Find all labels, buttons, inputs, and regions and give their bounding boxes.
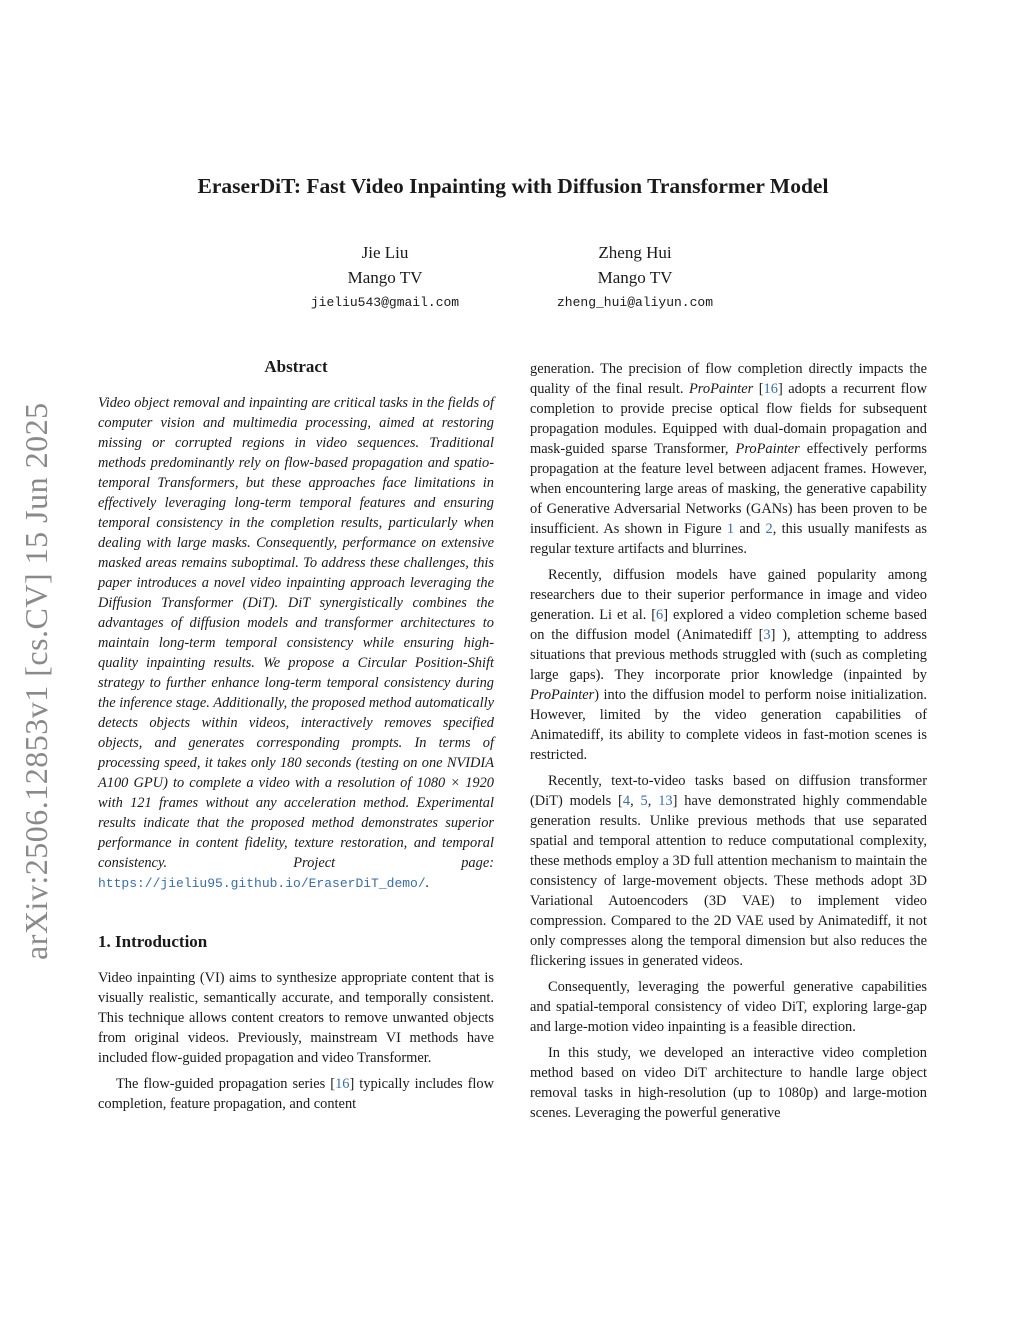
text-run: generation. The precision of flow completion directly impacts the quality of the final result. bbox=[530, 361, 927, 397]
text-run: ] explored a video completion scheme based on the diffusion model (Animatediff [ bbox=[530, 607, 928, 643]
text-run: The flow-guided propagation series [ bbox=[116, 1076, 336, 1092]
intro-paragraph-6: In this study, we developed an interactive video completion method based on video DiT architecture to handle large object removal tasks in high-resolution (up to 1080p) and large-motion scenes. Leveraging the powerful generative bbox=[530, 1045, 927, 1121]
method-name: ProPainter bbox=[530, 687, 595, 703]
text-run: , bbox=[647, 793, 659, 809]
text-run: ] adopts a recurrent flow completion to provide precise optical flow fields for subsequent propagation modules. Equipped with dual-domain propagation and mask-guided sparse Transformer, bbox=[530, 381, 928, 457]
text-run: ] typically includes flow completion, feature propagation, and content bbox=[98, 1076, 494, 1112]
intro-paragraph-2-cont bbox=[530, 359, 927, 559]
intro-paragraph-1: Video inpainting (VI) aims to synthesize appropriate content that is visually realistic, semantically accurate, and temporally consistent. This technique allows content creators to remove unwanted objects from original videos. Previously, mainstream VI methods have included flow-guided propagation and video Transformer. bbox=[98, 970, 494, 1066]
author-email[interactable]: jieliu543@gmail.com bbox=[310, 295, 460, 310]
abstract-body: Video object removal and inpainting are critical tasks in the fields of computer vision and multimedia processing, aimed at restoring missing or corrupted regions in video sequences. Traditional methods predominantly rely on flow-based propagation and spatio-temporal Transformers, but these approaches face limitations in effectively leveraging long-term temporal features and ensuring temporal consistency in the completion results, particularly when dealing with large masks. Consequently, performance on extensive masked areas remains suboptimal. To address these challenges, this paper introduces a novel video inpainting approach leveraging the Diffusion Transformer (DiT). DiT synergistically combines the advantages of diffusion models and transformer architectures to maintain long-term temporal consistency while ensuring high-quality inpainting results. We propose a Circular Position-Shift strategy to further enhance long-term temporal consistency during the inference stage. Additionally, the proposed method automatically detects objects within videos, interactively removes specified objects, and generates corresponding prompts. In terms of processing speed, it takes only 180 seconds (testing on one NVIDIA A100 GPU) to complete a video with a resolution of 1080 × 1920 with 121 frames without any acceleration method. Experimental results indicate that the proposed method demonstrates superior performance in content fidelity, texture restoration, and temporal consistency. Project page: bbox=[98, 395, 494, 871]
text-run: Recently, text-to-video tasks based on diffusion transformer (DiT) models [ bbox=[530, 773, 927, 809]
citation-link[interactable]: 16 bbox=[335, 1076, 350, 1092]
introduction-heading: 1. Introduction bbox=[98, 932, 208, 951]
paper-title: EraserDiT: Fast Video Inpainting with Diffusion Transformer Model bbox=[197, 174, 829, 198]
author-block bbox=[290, 240, 480, 315]
author-name: Jie Liu bbox=[361, 243, 409, 262]
text-run: [ bbox=[753, 381, 764, 397]
intro-paragraph-4 bbox=[530, 771, 927, 971]
citation-link[interactable]: 13 bbox=[658, 793, 673, 809]
author-block bbox=[520, 240, 750, 315]
figure-link[interactable]: 1 bbox=[726, 521, 735, 537]
citation-link[interactable]: 3 bbox=[763, 627, 771, 643]
text-run: and bbox=[734, 521, 766, 537]
text-run: ] ), attempting to address situations that previous methods struggled with (such as completing large gaps). They incorporate prior knowledge (inpainted by bbox=[530, 627, 927, 683]
abstract-end: . bbox=[425, 875, 430, 891]
method-name: ProPainter bbox=[735, 441, 800, 457]
citation-link[interactable]: 4 bbox=[622, 793, 631, 809]
method-name: ProPainter bbox=[689, 381, 754, 397]
text-run: ] have demonstrated highly commendable generation results. Unlike previous methods that use separated spatial and temporal attention to reduce computational complexity, these methods employ a 3D full attention mechanism to maintain the consistency of large-movement objects. These methods adopt 3D Variational Autoencoders (3D VAE) to implement video compression. Compared to the 2D VAE used by Animatediff, it not only compresses along the temporal dimension but also reduces the flickering issues in generated videos. bbox=[530, 793, 928, 969]
text-run: ) into the diffusion model to perform noise initialization. However, limited by the video generation capabilities of Animatediff, its ability to complete videos in fast-motion scenes is restricted. bbox=[530, 687, 927, 763]
text-run: , this usually manifests as regular texture artifacts and blurrines. bbox=[530, 521, 927, 557]
citation-link[interactable]: 5 bbox=[640, 793, 648, 809]
arxiv-identifier: arXiv:2506.12853v1 [cs.CV] 15 Jun 2025 bbox=[18, 402, 54, 960]
text-run: effectively performs propagation at the feature level between adjacent frames. However, when encountering large areas of masking, the generative capability of Generative Adversarial Networks (GANs) has been proven to be insufficient. As shown in Figure bbox=[530, 441, 927, 537]
project-page-link[interactable]: https://jieliu95.github.io/EraserDiT_demo/ bbox=[98, 876, 426, 891]
citation-link[interactable]: 6 bbox=[656, 607, 664, 623]
right-column bbox=[530, 359, 927, 1129]
figure-link[interactable]: 2 bbox=[765, 521, 773, 537]
abstract-heading: Abstract bbox=[264, 357, 328, 376]
text-run: Recently, diffusion models have gained popularity among researchers due to their superior performance in image and video generation. Li et al. [ bbox=[530, 567, 927, 623]
author-affiliation: Mango TV bbox=[597, 268, 673, 287]
intro-paragraph-5: Consequently, leveraging the powerful generative capabilities and spatial-temporal consistency of video DiT, exploring large-gap and large-motion video inpainting is a feasible direction. bbox=[530, 979, 927, 1035]
author-email[interactable]: zheng_hui@aliyun.com bbox=[556, 295, 714, 310]
author-name: Zheng Hui bbox=[598, 243, 672, 262]
citation-link[interactable]: 16 bbox=[763, 381, 778, 397]
text-run: , bbox=[630, 793, 641, 809]
intro-paragraph-2 bbox=[98, 1074, 494, 1114]
left-column bbox=[98, 355, 494, 1120]
author-affiliation: Mango TV bbox=[347, 268, 423, 287]
intro-paragraph-3 bbox=[530, 565, 927, 765]
abstract-text bbox=[98, 393, 494, 894]
